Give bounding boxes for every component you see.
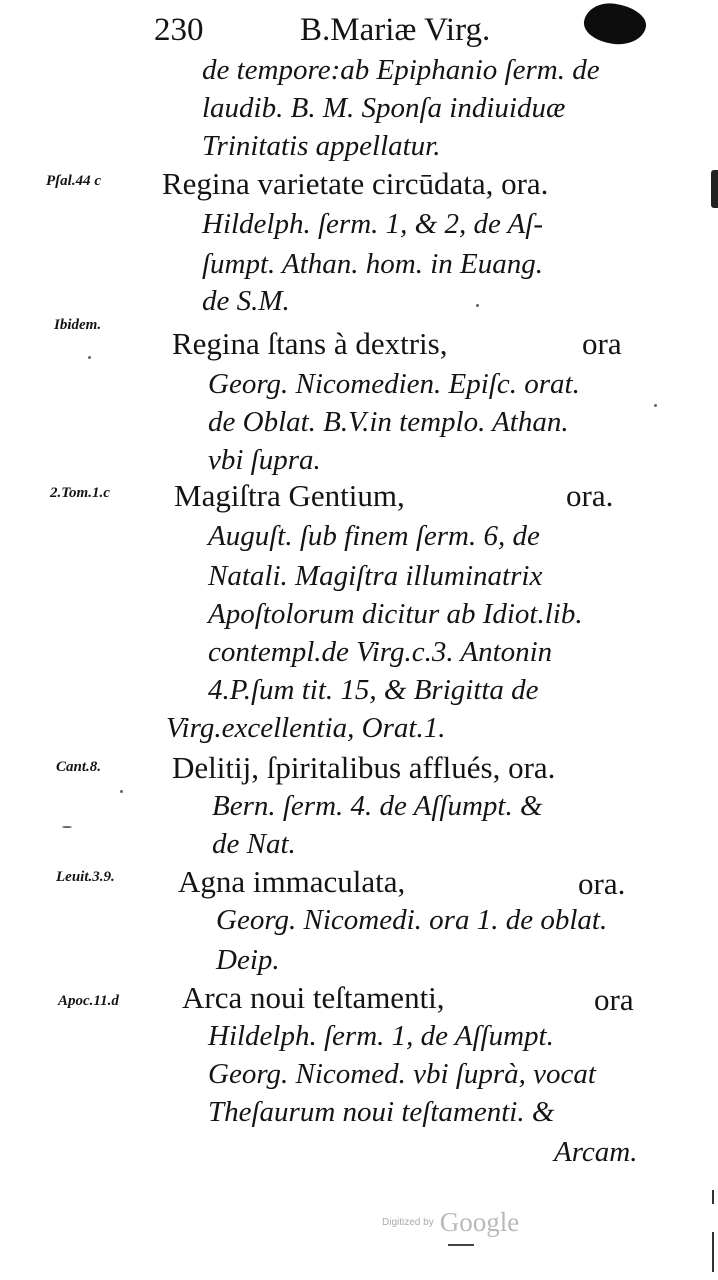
speckle [62, 826, 72, 828]
text-line: de Nat. [212, 828, 296, 860]
watermark-prefix: Digitized by [382, 1217, 434, 1228]
digitized-watermark [382, 1207, 519, 1241]
ink-blot [582, 0, 649, 48]
text-line: Arcam. [554, 1136, 638, 1168]
margin-note: Pſal.44 c [46, 173, 101, 189]
text-line: de Oblat. B.V.in templo. Athan. [208, 406, 569, 438]
entry-heading: Magiſtra Gentium, [174, 478, 405, 513]
text-line: de S.M. [202, 285, 290, 317]
text-line: 4.P.ſum tit. 15, & Brigitta de [208, 674, 539, 706]
text-line: Georg. Nicomedi. ora 1. de oblat. [216, 904, 608, 936]
text-line: Hildelph. ſerm. 1, & 2, de Aſ- [202, 208, 543, 240]
text-line: Trinitatis appellatur. [202, 130, 441, 162]
text-line: Georg. Nicomed. vbi ſuprà, vocat [208, 1058, 596, 1090]
bottom-rule [448, 1244, 474, 1246]
entry-heading: Regina varietate circūdata, ora. [162, 166, 549, 201]
margin-note: Ibidem. [54, 317, 102, 333]
page-edge-tick [712, 1190, 714, 1204]
margin-note: 2.Tom.1.c [50, 485, 110, 501]
entry-ora: ora [594, 982, 634, 1017]
text-line: Natali. Magiſtra illuminatrix [208, 560, 543, 592]
margin-note: Apoc.11.d [58, 993, 119, 1009]
text-line: Virg.excellentia, Orat.1. [166, 712, 446, 744]
text-line: vbi ſupra. [208, 444, 321, 476]
text-line: Apoſtolorum dicitur ab Idiot.lib. [208, 598, 583, 630]
text-line: Auguſt. ſub finem ſerm. 6, de [208, 520, 540, 552]
margin-note: Leuit.3.9. [56, 869, 115, 885]
entry-heading: Agna immaculata, [178, 864, 406, 899]
text-line: ſumpt. Athan. hom. in Euang. [202, 248, 544, 280]
google-logo: Google [439, 1207, 520, 1237]
page-edge-mark [711, 170, 718, 208]
speckle [88, 356, 91, 359]
margin-note: Cant.8. [56, 759, 102, 775]
entry-heading: Delitij, ſpiritalibus afflués, ora. [172, 750, 556, 785]
text-line: Hildelph. ſerm. 1, de Aſſumpt. [208, 1020, 554, 1052]
entry-heading: Arca noui teſtamenti, [182, 980, 445, 1015]
entry-ora: ora. [578, 866, 626, 901]
speckle [654, 404, 657, 407]
text-line: Deip. [216, 944, 280, 976]
text-line: contempl.de Virg.c.3. Antonin [208, 636, 553, 668]
text-line: Bern. ſerm. 4. de Aſſumpt. & [212, 790, 543, 822]
entry-ora: ora. [566, 478, 614, 513]
text-line: de tempore:ab Epiphanio ſerm. de [202, 54, 600, 86]
entry-heading: Regina ſtans à dextris, [172, 326, 448, 361]
text-line: Georg. Nicomedien. Epiſc. orat. [208, 368, 580, 400]
text-line: Theſaurum noui teſtamenti. & [208, 1096, 555, 1128]
text-line: laudib. B. M. Sponſa indiuiduæ [202, 92, 566, 124]
running-title: B.Mariæ Virg. [300, 12, 491, 48]
page-number: 230 [154, 12, 204, 48]
page-edge-tick [712, 1232, 714, 1272]
speckle [476, 304, 479, 307]
speckle [120, 790, 123, 793]
entry-ora: ora [582, 326, 622, 361]
